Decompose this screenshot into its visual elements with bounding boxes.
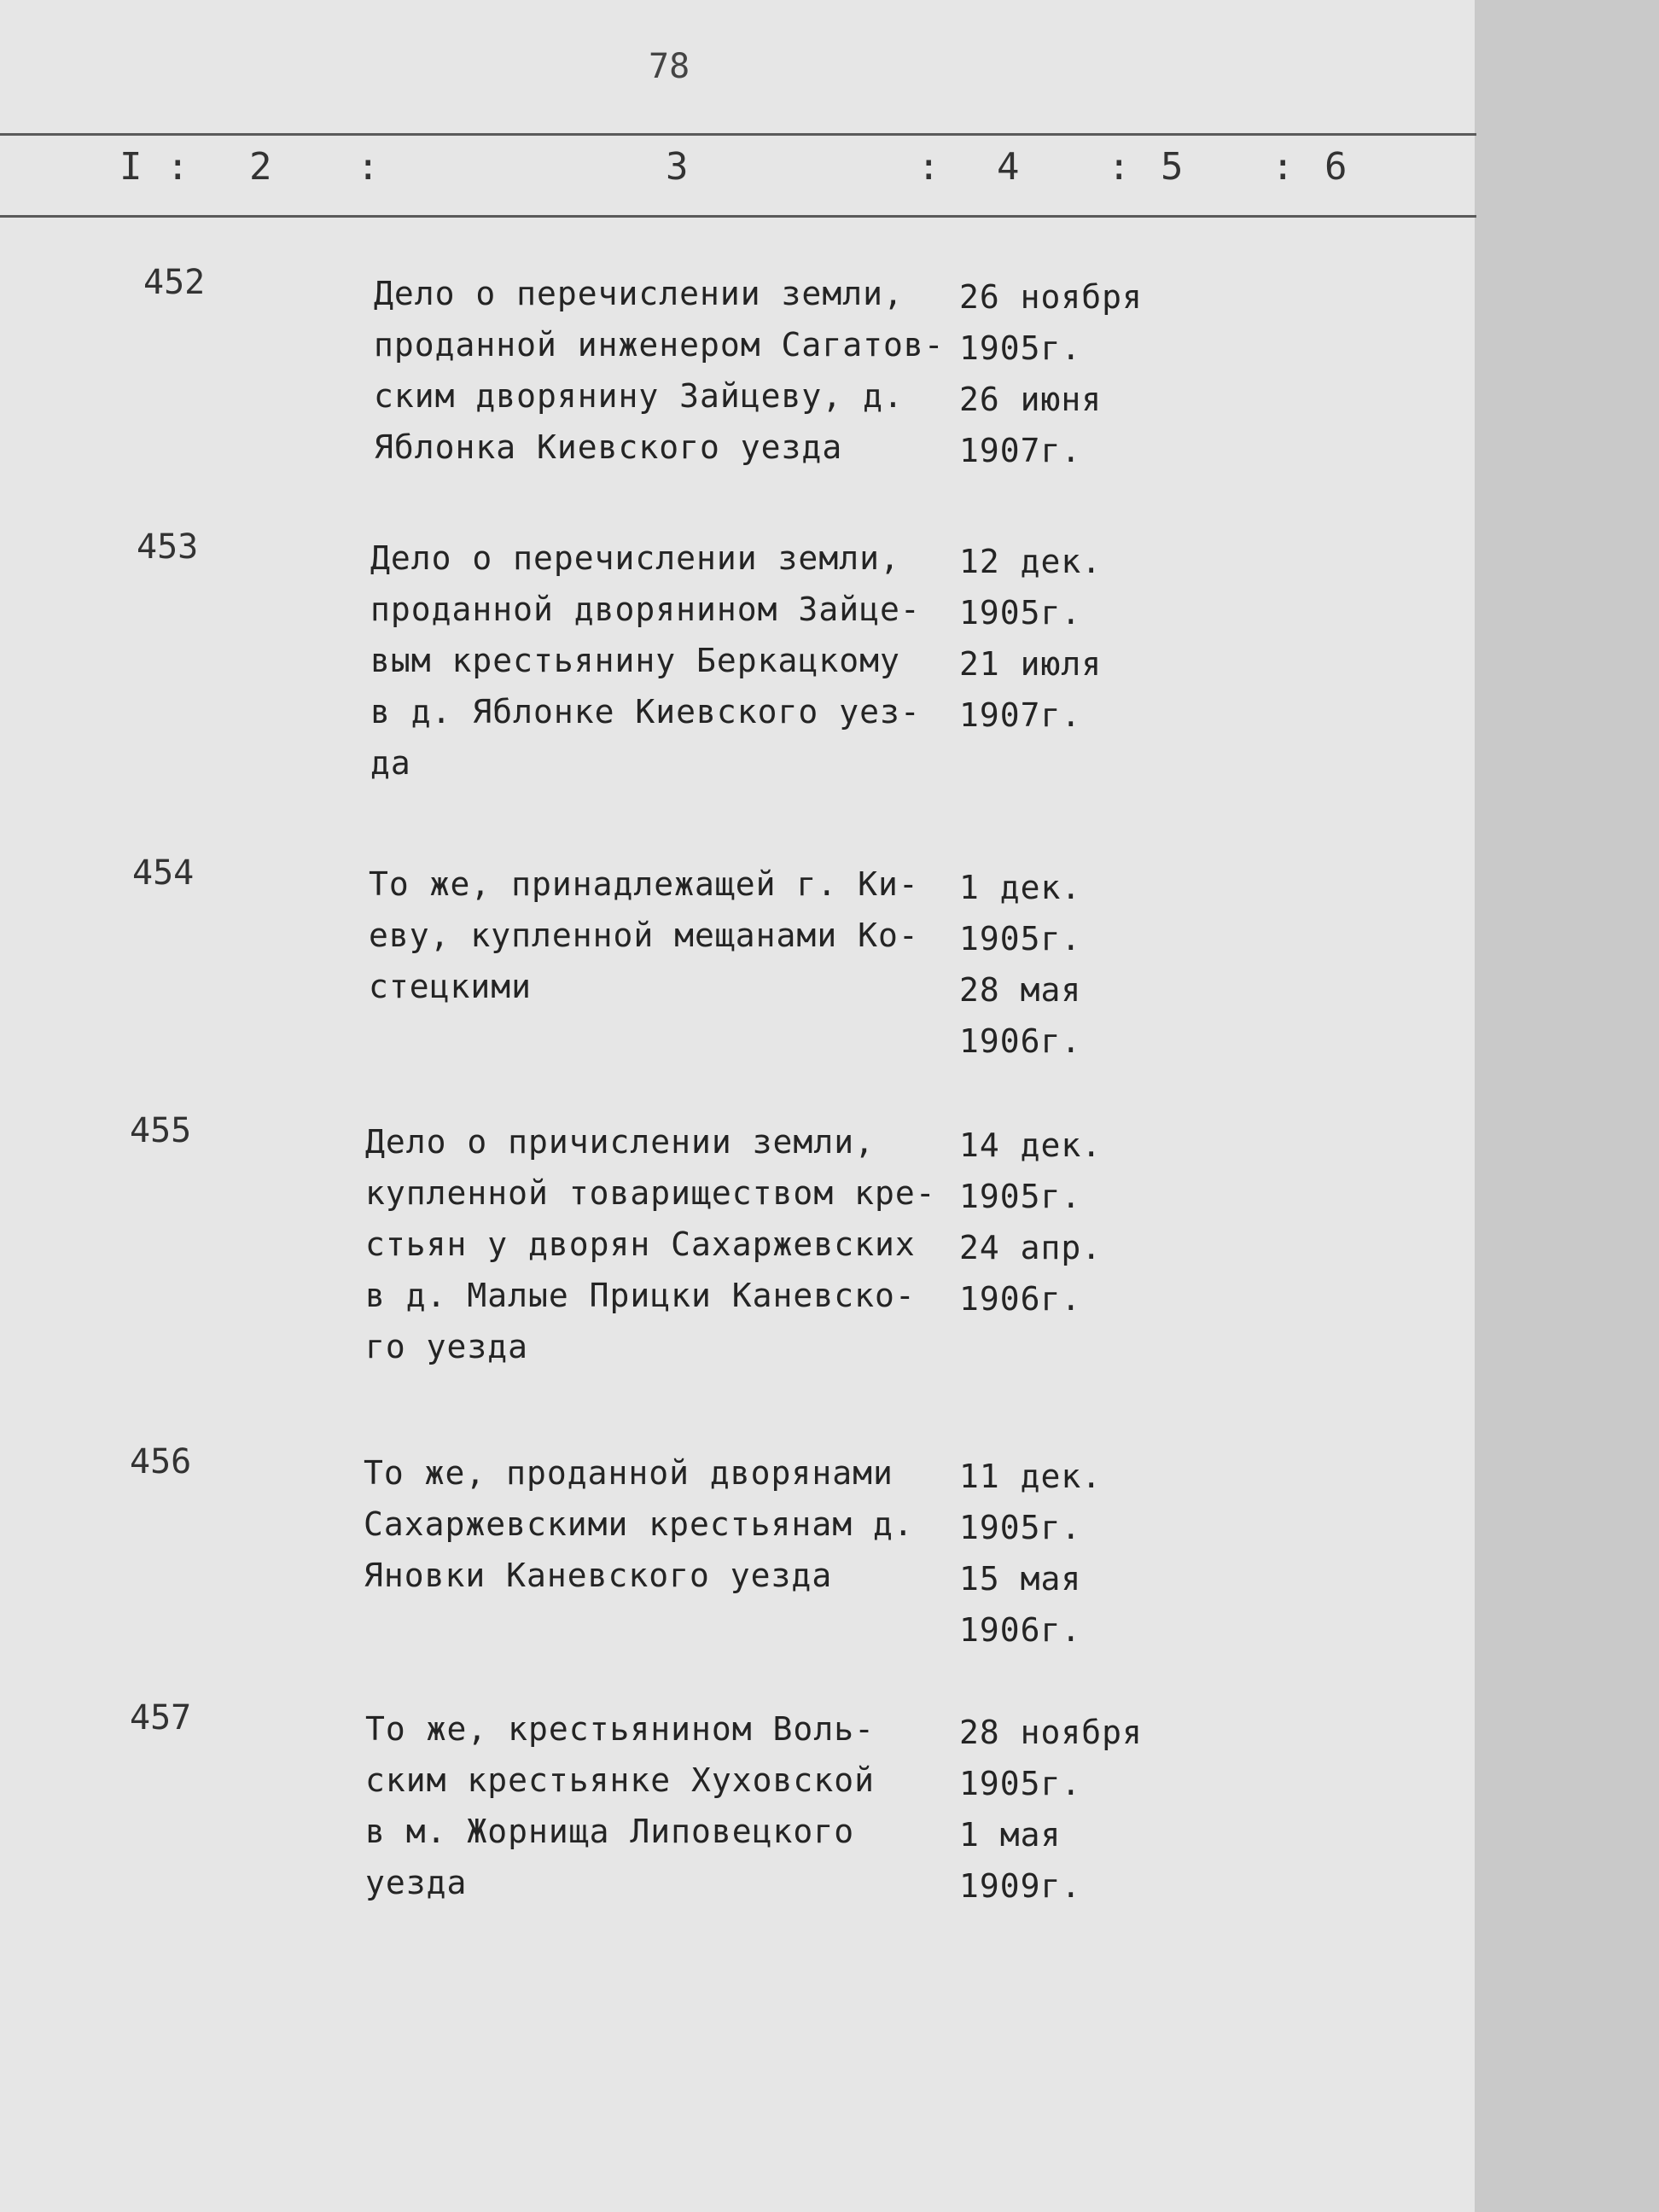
page-number: 78	[649, 47, 690, 86]
date-line: 1905г.	[959, 329, 1082, 367]
entry-number: 456	[130, 1442, 192, 1481]
description-line: в д. Малые Прицки Каневско-	[365, 1277, 916, 1314]
date-line: 1905г.	[959, 1765, 1082, 1802]
date-line: 26 июня	[959, 381, 1103, 418]
date-line: 24 апр.	[959, 1229, 1103, 1266]
date-line: 12 дек.	[959, 543, 1103, 580]
entry-number: 453	[137, 527, 199, 567]
entry-dates	[959, 271, 1143, 476]
column-header-1: I	[119, 145, 143, 189]
column-header-3: 3	[666, 145, 689, 189]
date-line: 21 июля	[959, 645, 1103, 683]
date-line: 1907г.	[959, 696, 1082, 734]
date-line: 1906г.	[959, 1611, 1082, 1649]
page-edge	[1475, 0, 1659, 2212]
date-line: 1906г.	[959, 1022, 1082, 1060]
description-line: го уезда	[365, 1328, 529, 1365]
table-header-top-rule	[0, 133, 1476, 136]
entry-description	[369, 859, 919, 1012]
description-line: проданной инженером Сагатов-	[374, 326, 945, 364]
description-line: То же, принадлежащей г. Ки-	[369, 865, 919, 903]
description-line: Яблонка Киевского уезда	[374, 428, 843, 466]
entry-number: 455	[130, 1111, 192, 1150]
date-line: 1906г.	[959, 1280, 1082, 1318]
entry-number: 452	[143, 263, 206, 302]
column-header-5: 5	[1161, 145, 1184, 189]
date-line: 28 ноября	[959, 1714, 1143, 1751]
column-header-2: 2	[249, 145, 272, 189]
date-line: 1905г.	[959, 594, 1082, 632]
description-line: ским крестьянке Хуховской	[365, 1761, 875, 1799]
entry-dates	[959, 1451, 1102, 1656]
date-line: 14 дек.	[959, 1126, 1103, 1164]
description-line: уезда	[365, 1864, 468, 1901]
entry-description	[364, 1447, 914, 1601]
description-line: купленной товариществом кре-	[365, 1174, 936, 1212]
entry-dates	[959, 1707, 1143, 1912]
description-line: вым крестьянину Беркацкому	[370, 642, 900, 679]
entry-number: 457	[130, 1698, 192, 1738]
date-line: 1905г.	[959, 1509, 1082, 1546]
column-header-4: 4	[997, 145, 1020, 189]
description-line: проданной дворянином Зайце-	[370, 591, 921, 628]
date-line: 1905г.	[959, 1178, 1082, 1215]
date-line: 15 мая	[959, 1560, 1082, 1598]
column-separator: :	[166, 145, 189, 189]
date-line: 1905г.	[959, 920, 1082, 958]
date-line: 26 ноября	[959, 278, 1143, 316]
description-line: стьян у дворян Сахаржевских	[365, 1225, 916, 1263]
entry-description	[365, 1703, 875, 1908]
column-separator: :	[357, 145, 380, 189]
description-line: То же, крестьянином Воль-	[365, 1710, 875, 1748]
date-line: 1 дек.	[959, 869, 1082, 906]
entry-number: 454	[132, 853, 195, 893]
column-separator: :	[1108, 145, 1131, 189]
entry-description	[370, 533, 921, 789]
date-line: 11 дек.	[959, 1458, 1103, 1495]
column-separator: :	[1272, 145, 1295, 189]
description-line: еву, купленной мещанами Ко-	[369, 917, 919, 954]
entry-description	[374, 268, 945, 473]
column-header-6: 6	[1324, 145, 1348, 189]
description-line: Сахаржевскими крестьянам д.	[364, 1505, 914, 1543]
date-line: 1907г.	[959, 432, 1082, 469]
entry-dates	[959, 1120, 1102, 1324]
column-separator: :	[917, 145, 940, 189]
description-line: Яновки Каневского уезда	[364, 1557, 833, 1594]
description-line: Дело о перечислении земли,	[370, 539, 900, 577]
description-line: стецкими	[369, 968, 533, 1005]
description-line: То же, проданной дворянами	[364, 1454, 894, 1492]
description-line: Дело о причислении земли,	[365, 1123, 875, 1161]
description-line: да	[370, 744, 411, 782]
date-line: 1909г.	[959, 1867, 1082, 1905]
description-line: Дело о перечислении земли,	[374, 275, 904, 312]
table-header-bottom-rule	[0, 215, 1476, 218]
entry-description	[365, 1116, 936, 1372]
entry-dates	[959, 862, 1081, 1067]
description-line: в м. Жорнища Липовецкого	[365, 1813, 855, 1850]
date-line: 28 мая	[959, 971, 1082, 1009]
description-line: в д. Яблонке Киевского уез-	[370, 693, 921, 731]
date-line: 1 мая	[959, 1816, 1062, 1854]
description-line: ским дворянину Зайцеву, д.	[374, 377, 904, 415]
entry-dates	[959, 536, 1102, 741]
